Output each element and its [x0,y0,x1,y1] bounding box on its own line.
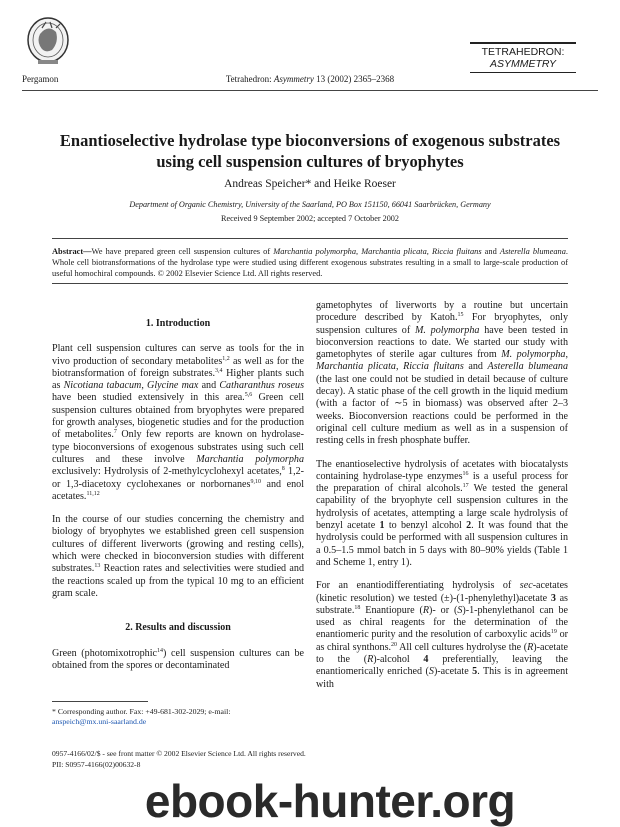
copyright-notice: 0957-4166/02/$ - see front matter © 2002 Elsevier Science Ltd. All rights reserved. [52,749,306,758]
authors: Andreas Speicher* and Heike Roeser [224,178,396,190]
brand-rule-top [470,42,576,44]
section-heading-introduction: 1. Introduction [145,318,211,329]
abstract: Abstract—We have prepared green cell suspension cultures of Marchantia polymorpha, Marchantia plicata, Riccia fluitans and Asterella blumeana. Whole cell biotransformations of the hydrolase type were studied using different exogenous substrates resulting in a small to large-scale production of useful homochiral compounds. © 2002 Elsevier Science Ltd. All rights reserved. [52,247,568,278]
results-paragraph-4: For an enantiodifferentiating hydrolysis of sec-acetates (kinetic resolution) we tested (±)-(1-phenylethyl)acetate 3 as substrate.$^{18}$ Enantiopure (R)- or (S)-1-phenylethanol can be used as chiral reagents for the determination of the enantiomeric purity and the resolution of carboxylic acids$^{19}$ or as chiral synthons.$^{20}$ All cell cultures hydrolyse the (R)-acetate to the (R)-alcohol 4 preferentially, leaving the enantiomerically enriched (S)-acetate 5. This is in agreement with [316,580,569,690]
publisher-logo-icon [26,16,70,68]
journal-citation: Tetrahedron: Asymmetry 13 (2002) 2365–2368 [225,74,395,84]
abstract-rule-top [52,238,568,239]
intro-paragraph-1: Plant cell suspension cultures can serve as tools for the in vivo production of secondary metabolites$^{1,2}$ as well as for the biotransformation of foreign substrates.$^{3,4}$ Higher plants such as Nicotiana tabacum, Glycine max and Catharanthus roseus have been studied extensively in this area.$^{5,6}$ Green cell suspension cultures obtained from bryophytes were prepared for growth analyses, biogenetic studies and for the production of metabolites.$^7$ Only few reports are known on hydrolase-type bioconversions of exogenous substrates using such cell cultures and these involve Marchantia polymorpha exclusively: Hydrolysis of 2-methylcyclohexyl acetates,$^8$ 1,2- or 1,3-diacetoxy cyclohexanes or norbornanes$^{9,10}$ and enol acetates.$^{11,12}$ [52,343,305,502]
affiliation: Department of Organic Chemistry, University of the Saarland, PO Box 151150, 66041 Saarbrücken, Germany [129,200,491,209]
brand-rule-bottom [470,72,576,73]
footnote-rule [52,701,148,702]
author-email-link[interactable]: anspeich@mx.uni-saarland.de [52,717,147,726]
paper-title: Enantioselective hydrolase type bioconversions of exogenous substrates using cell suspension cultures of bryophytes [59,131,561,171]
journal-brand [470,42,576,73]
intro-paragraph-2: In the course of our studies concerning the chemistry and biology of bryophytes we established green cell suspension cultures of different liverworts (growing and resting cells), which were checked in bioconversion studies with different substrates.$^{13}$ Reaction rates and selectivities were studied and the reactions scaled up from the typical 10 mg to an efficient gram scale. [52,514,304,599]
abstract-rule-bottom [52,283,568,284]
left-column [52,318,304,683]
results-paragraph-2: gametophytes of liverworts by a routine but uncertain procedure described by Katoh.$^{15}$ For bryophytes, only suspension cultures of M. polymorpha have been tested in bioconversion reactions to date. We started our study with gametophytes of sterile agar cultures from M. polymorpha, Marchantia plicata, Riccia fluitans and Asterella blumeana (the last one could not be studied in detail because of culture decay). A static phase of the cell growth in the liquid medium (with a factor of ∼5 in biomass) was observed after 2–3 weeks. Bioconversion reactions could be performed in the original cell culture medium as well as in a suspension of resting cells in fresh phosphate buffer. [316,300,569,447]
pii-identifier: PII: S0957-4166(02)00632-8 [52,760,141,769]
publisher-name: Pergamon [22,74,59,84]
brand-line-1: TETRAHEDRON: [481,46,565,58]
header-divider [22,90,598,91]
results-paragraph-1: Green (photomixotrophic$^{14}$) cell suspension cultures can be obtained from the spores or decontaminated [52,647,305,671]
watermark: ebook-hunter.org [144,775,516,827]
brand-line-2: ASYMMETRY [489,58,557,70]
corresponding-author-footnote: * Corresponding author. Fax: +49-681-302-2029; e-mail: anspeich@mx.uni-saarland.de [52,707,231,726]
section-heading-results: 2. Results and discussion [125,622,231,634]
received-dates: Received 9 September 2002; accepted 7 October 2002 [220,214,399,223]
right-column [316,300,568,702]
results-paragraph-3: The enantioselective hydrolysis of acetates with biocatalysts containing hydrolase-type enzymes$^{16}$ is a useful process for the preparation of chiral alcohols.$^{17}$ We tested the general capability of the bryophyte cell suspension cultures in the hydrolysis of acetates, attempting a large scale hydrolysis of benzyl acetate 1 to benzyl alcohol 2. It was found that the hydrolysis could be performed with all suspension cultures in a 0.5–1.5 mmol batch in 5 days with 80–90% yields (Table 1 and Scheme 1, entry 1). [316,458,568,568]
